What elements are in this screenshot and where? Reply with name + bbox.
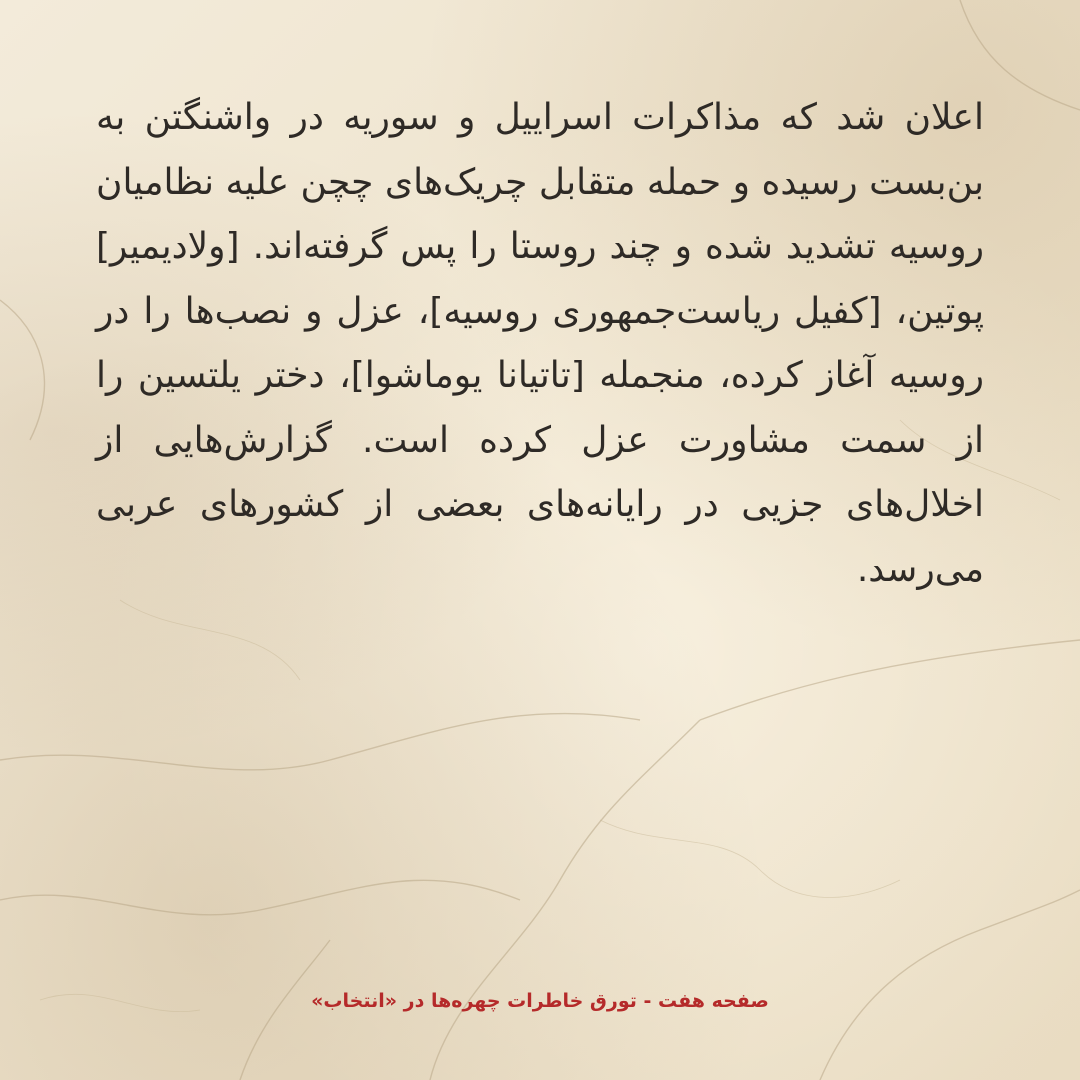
memoir-passage: اعلان شد که مذاکرات اسراییل و سوریه در واشنگتن به بن‌بست رسیده و حمله متقابل چریک‌های چچن علیه نظامیان روسیه تشدید شده و چند روستا را پس گرفته‌اند. [ولادیمیر] پوتین، [کفیل ریاست‌جمهوری روسیه]، عزل و نصب‌ها را در روسیه آغاز کرده، منجمله [تاتیانا یوماشوا]، دختر یلتسین را از سمت مشاورت عزل کرده است. گزارش‌هایی از اخلال‌های جزیی در رایانه‌های بعضی از کشورهای عربی می‌رسد. bbox=[96, 97, 984, 590]
page-caption: صفحه هفت - تورق خاطرات چهره‌ها در «انتخاب» bbox=[311, 990, 769, 1012]
